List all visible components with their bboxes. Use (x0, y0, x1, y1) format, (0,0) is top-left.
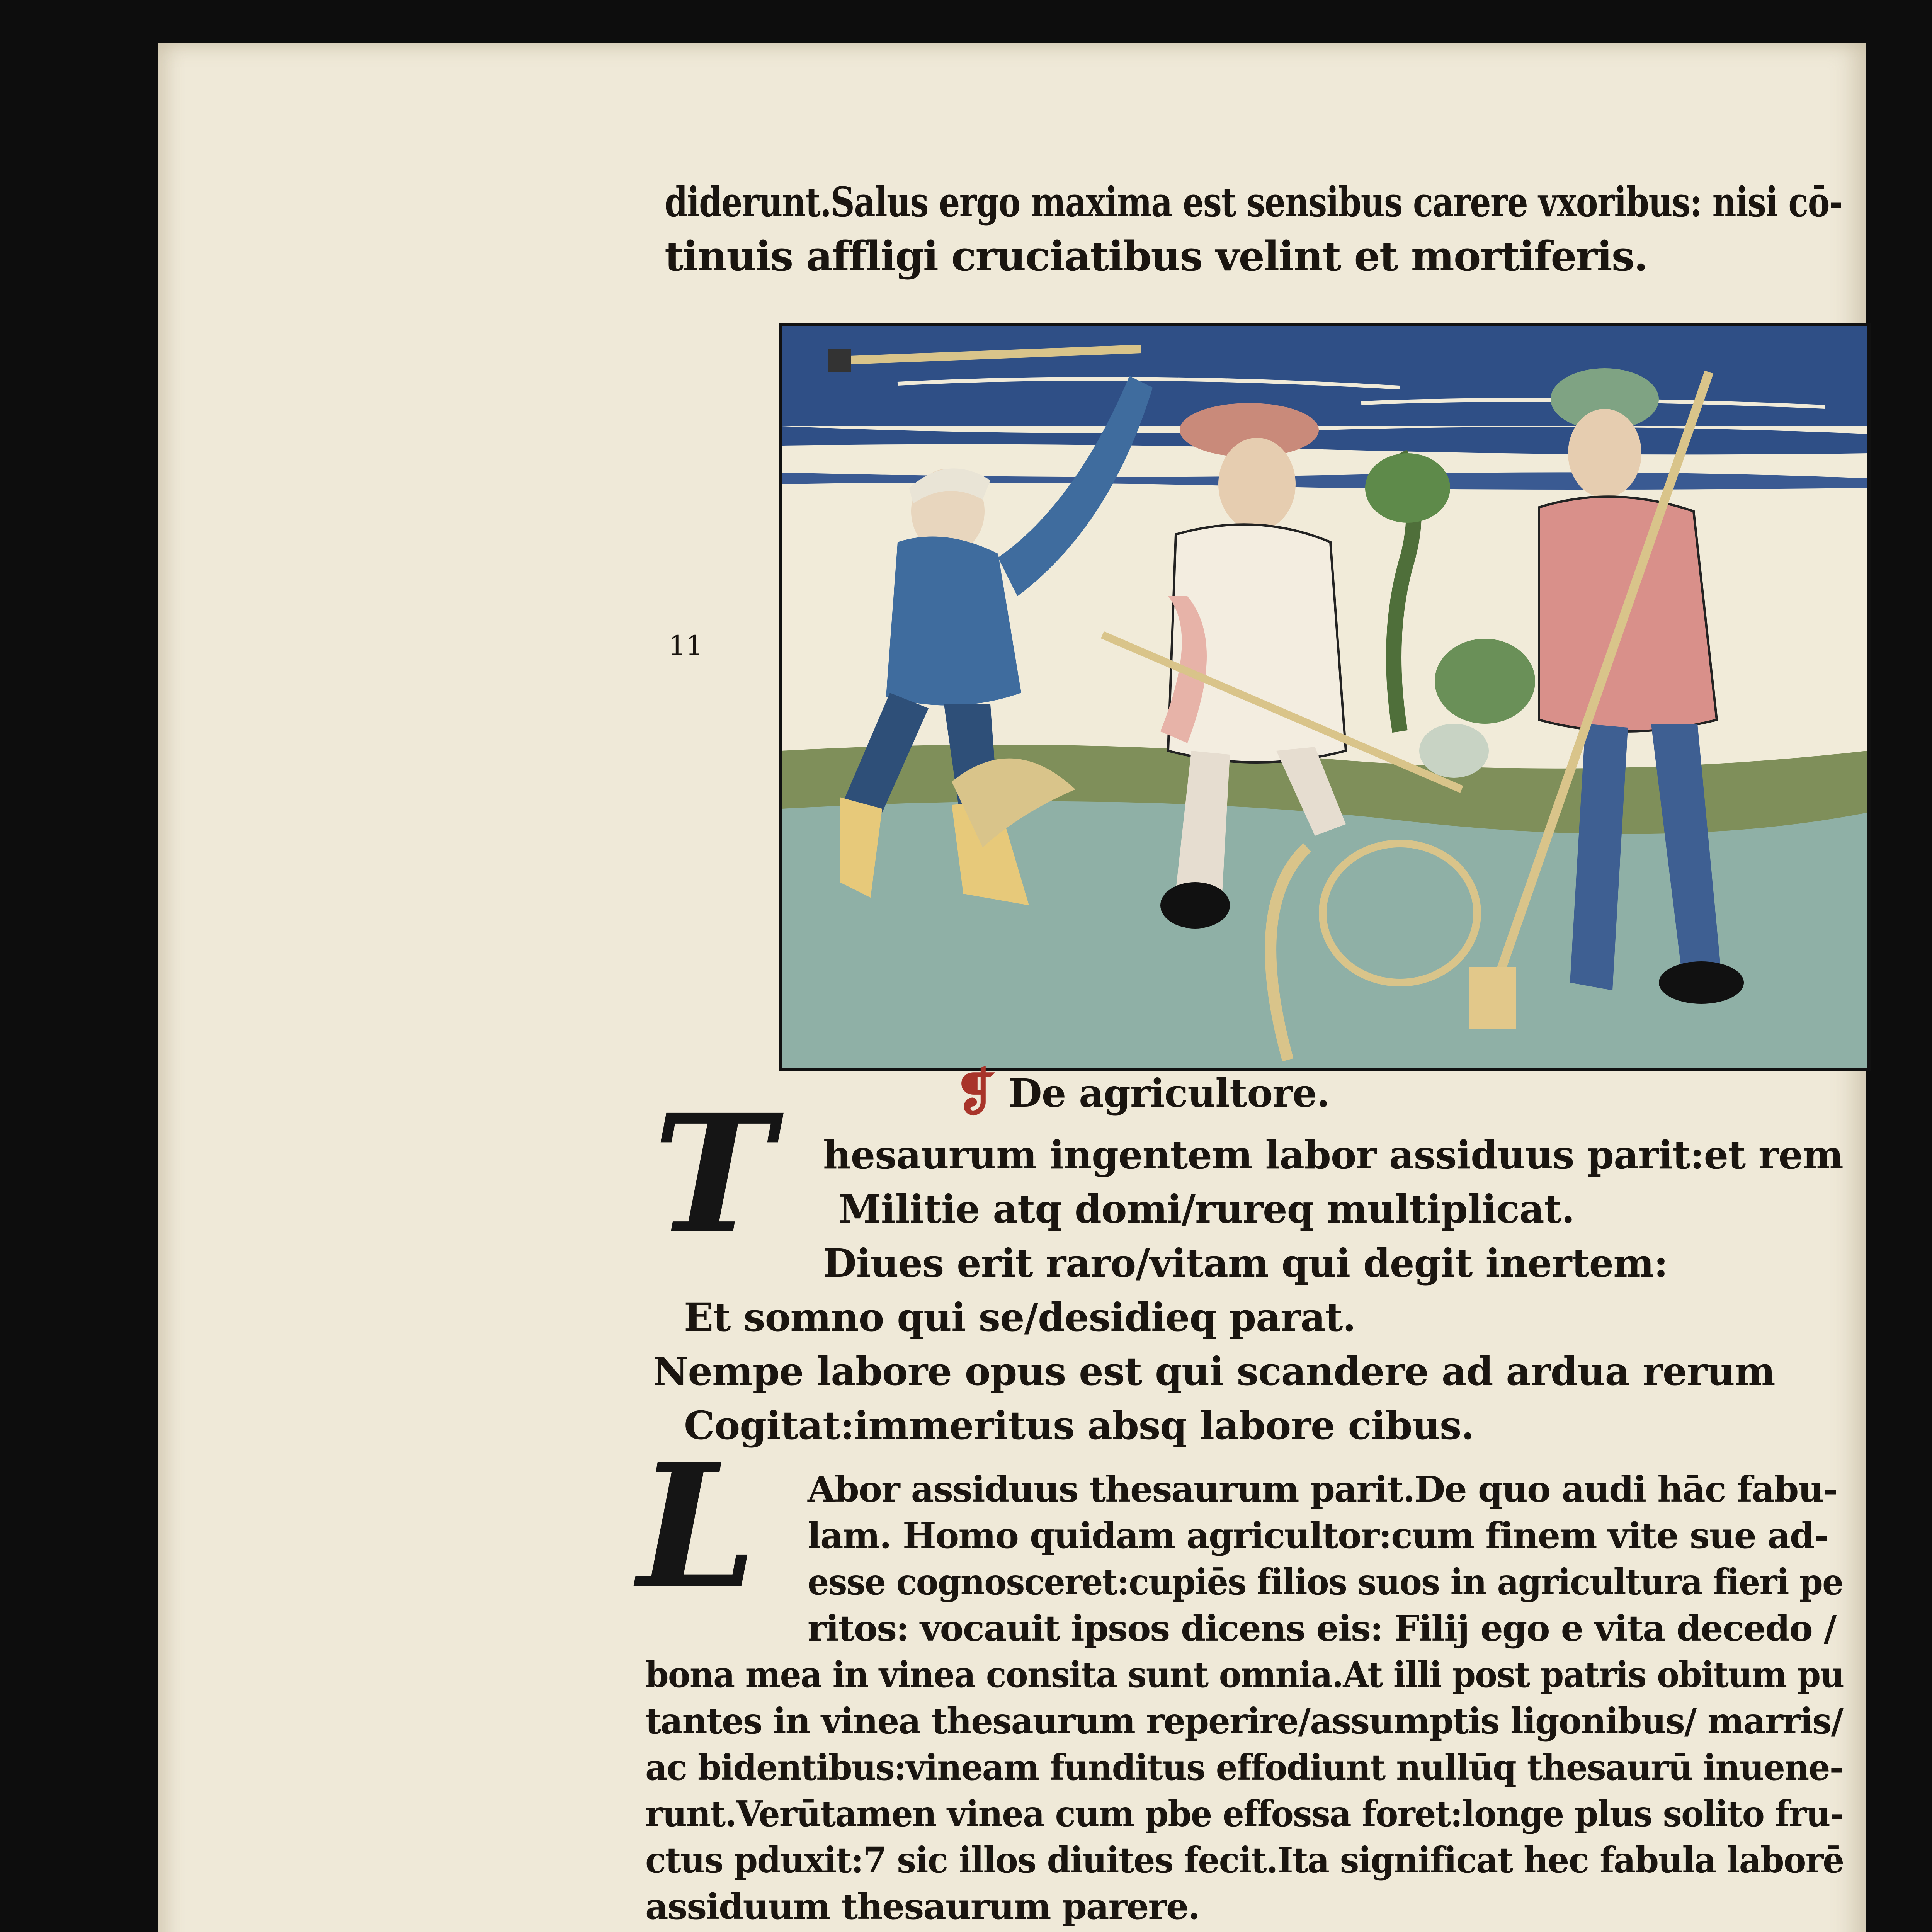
prose-line: esse cognosceret:cupiēs filios suos in agricultura fieri pe (808, 1561, 1843, 1603)
verse-line: Et somno qui se/desidieq parat. (684, 1294, 1356, 1340)
prose-line: ac bidentibus:vineam funditus effodiunt nullūq thesaurū inuene- (645, 1747, 1843, 1788)
prose-line: lam. Homo quidam agricultor:cum finem vite sue ad- (808, 1515, 1828, 1556)
top-text-line-1: diderunt.Salus ergo maxima est sensibus carere vxoribus: nisi cō- (665, 178, 1842, 226)
top-text-line-2: tinuis affligi cruciatibus velint et mortiferis. (665, 232, 1648, 280)
book-page (158, 43, 1866, 1932)
prose-line: assiduum thesaurum parere. (645, 1886, 1200, 1927)
verse-line: Diues erit raro/vitam qui degit inertem: (823, 1240, 1668, 1286)
verse-line: Cogitat:immeritus absq labore cibus. (684, 1403, 1475, 1448)
prose-line: runt.Verūtamen vinea cum pbe effossa foret:longe plus solito fru- (645, 1793, 1844, 1835)
prose-line: tantes in vinea thesaurum reperire/assumptis ligonibus/ marris/ (645, 1700, 1843, 1742)
verse-initial: T (653, 1079, 774, 1270)
prose-line: ritos: vocauit ipsos dicens eis: Filij ego e vita decedo / (808, 1607, 1836, 1649)
woodcut-illustration (779, 323, 1871, 1071)
heading-mark: ❡ (954, 1063, 997, 1122)
woodcut-image (782, 326, 1867, 1068)
prose-line: ctus pduxit:7 sic illos diuites fecit.Ita significat hec fabula laborē (645, 1839, 1844, 1881)
margin-mark: 11 (668, 630, 703, 662)
prose-line: Abor assiduus thesaurum parit.De quo audi hāc fabu- (808, 1468, 1837, 1510)
prose-line: bona mea in vinea consita sunt omnia.At illi post patris obitum pu (645, 1654, 1844, 1696)
verse-line: Nempe labore opus est qui scandere ad ardua rerum (653, 1349, 1775, 1394)
section-heading: De agricultore. (1009, 1070, 1330, 1116)
verse-line: hesaurum ingentem labor assiduus parit:et rem (823, 1132, 1843, 1178)
verse-line: Militie atq domi/rureq multiplicat. (838, 1186, 1575, 1232)
prose-initial: L (638, 1426, 757, 1626)
